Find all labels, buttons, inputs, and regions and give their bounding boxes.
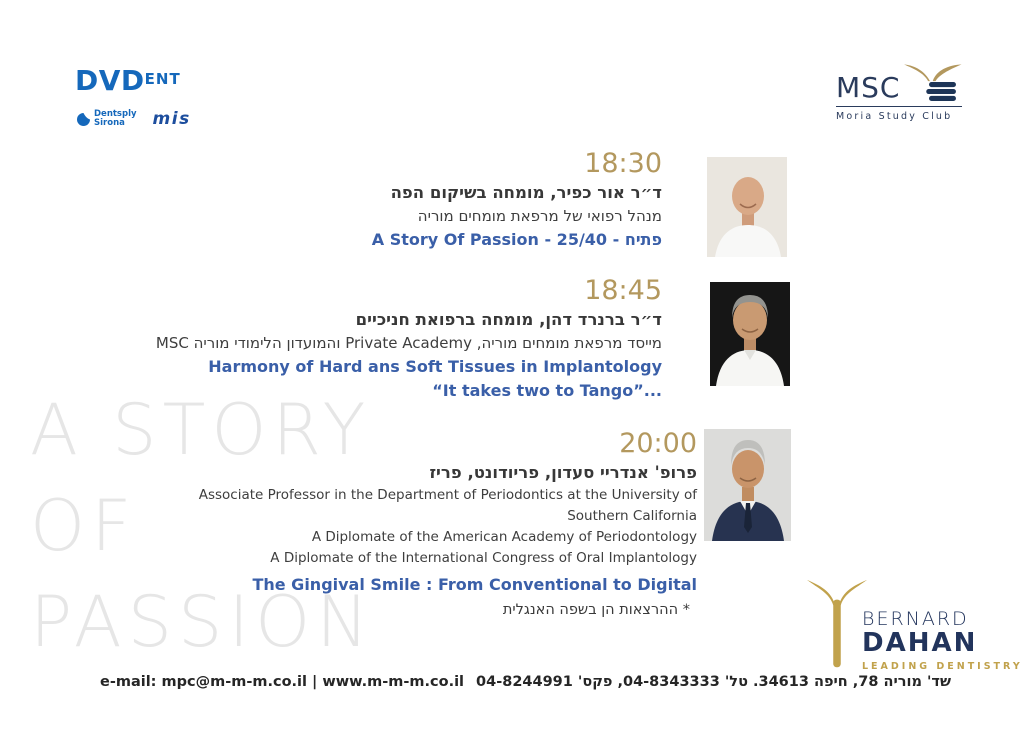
dahan-branch-icon [806, 576, 868, 672]
speaker-credential: A Diplomate of the American Academy of Periodontology [311, 529, 697, 545]
msc-club-name: Moria Study Club [836, 111, 953, 122]
speaker-credential: Associate Professor in the Department of Periodontics at the University of [198, 487, 697, 503]
dentsply-swoosh-icon [77, 113, 90, 126]
speaker-credential: A Diplomate of the International Congress of Oral Implantology [270, 550, 697, 566]
speaker-description: מייסד מרפאת מומחים מוריה, Private Academy והמועדון הלימודי מוריה MSC [155, 334, 662, 352]
session-time: 18:30 [584, 148, 662, 179]
speaker-photo-or-kfir [707, 157, 787, 257]
language-footnote: * ההרצאות הן בשפה האנגלית [502, 602, 690, 618]
speaker-credential: Southern California [567, 508, 697, 524]
speaker-photo-andre-saadoun [704, 429, 791, 541]
dahan-last-name: DAHAN [862, 628, 978, 658]
dahan-first-name: BERNARD [862, 608, 969, 630]
msc-divider-line [836, 106, 962, 107]
watermark-line-3: PASSION [30, 581, 375, 663]
session-2000 [117, 427, 697, 597]
email-website-text: e-mail: mpc@m-m-m.co.il | www.m-m-m.co.il [100, 674, 465, 690]
mis-logo: mis [152, 109, 191, 129]
msc-abbr-text: MSC [836, 71, 901, 104]
session-1845 [132, 274, 662, 403]
address-phone-text: שד' מוריה 78, חיפה 34613. טל' 04-8343333, פקס' 04-8244991 [476, 674, 951, 690]
dentsply-text-line2: Sirona [94, 118, 125, 128]
speaker-name: ד״ר אור כפיר, מומחה בשיקום הפה [390, 183, 662, 202]
speaker-name: ד״ר ברנרד דהן, מומחה ברפואת חניכיים [355, 310, 662, 329]
dvdent-wordmark [75, 64, 191, 97]
lecture-title: Harmony of Hard ans Soft Tissues in Implantology [208, 357, 662, 376]
msc-open-book-icon [904, 62, 962, 102]
dahan-tagline: LEADING DENTISTRY [862, 661, 1023, 672]
speaker-photo-bernard-dahan [710, 282, 790, 386]
watermark-line-1: A STORY [30, 389, 372, 471]
dvdent-dvd-text: DVD [75, 64, 145, 97]
msc-logo [836, 62, 962, 122]
dentsply-sirona-logo [77, 110, 137, 129]
contact-footer [100, 674, 951, 690]
session-time: 20:00 [619, 428, 697, 459]
speaker-description: מנהל רפואי של מרפאת מומחים מוריה [417, 207, 662, 225]
lecture-title: פתיח - A Story Of Passion - 25/40 [371, 230, 662, 249]
speaker-name: פרופ' אנדריי סעדון, פריודונט, פריז [429, 463, 697, 482]
dentsply-text-line1: Dentsply [94, 108, 137, 119]
session-time: 18:45 [584, 275, 662, 306]
watermark-line-2: OF [30, 485, 138, 567]
dvdent-ent-text: ENT [144, 70, 181, 88]
dvdent-logo [75, 64, 191, 129]
bernard-dahan-logo [806, 576, 1023, 672]
lecture-subtitle: “It takes two to Tango”... [432, 381, 662, 400]
session-1830 [222, 147, 662, 252]
lecture-title: The Gingival Smile : From Conventional to Digital [252, 575, 697, 594]
